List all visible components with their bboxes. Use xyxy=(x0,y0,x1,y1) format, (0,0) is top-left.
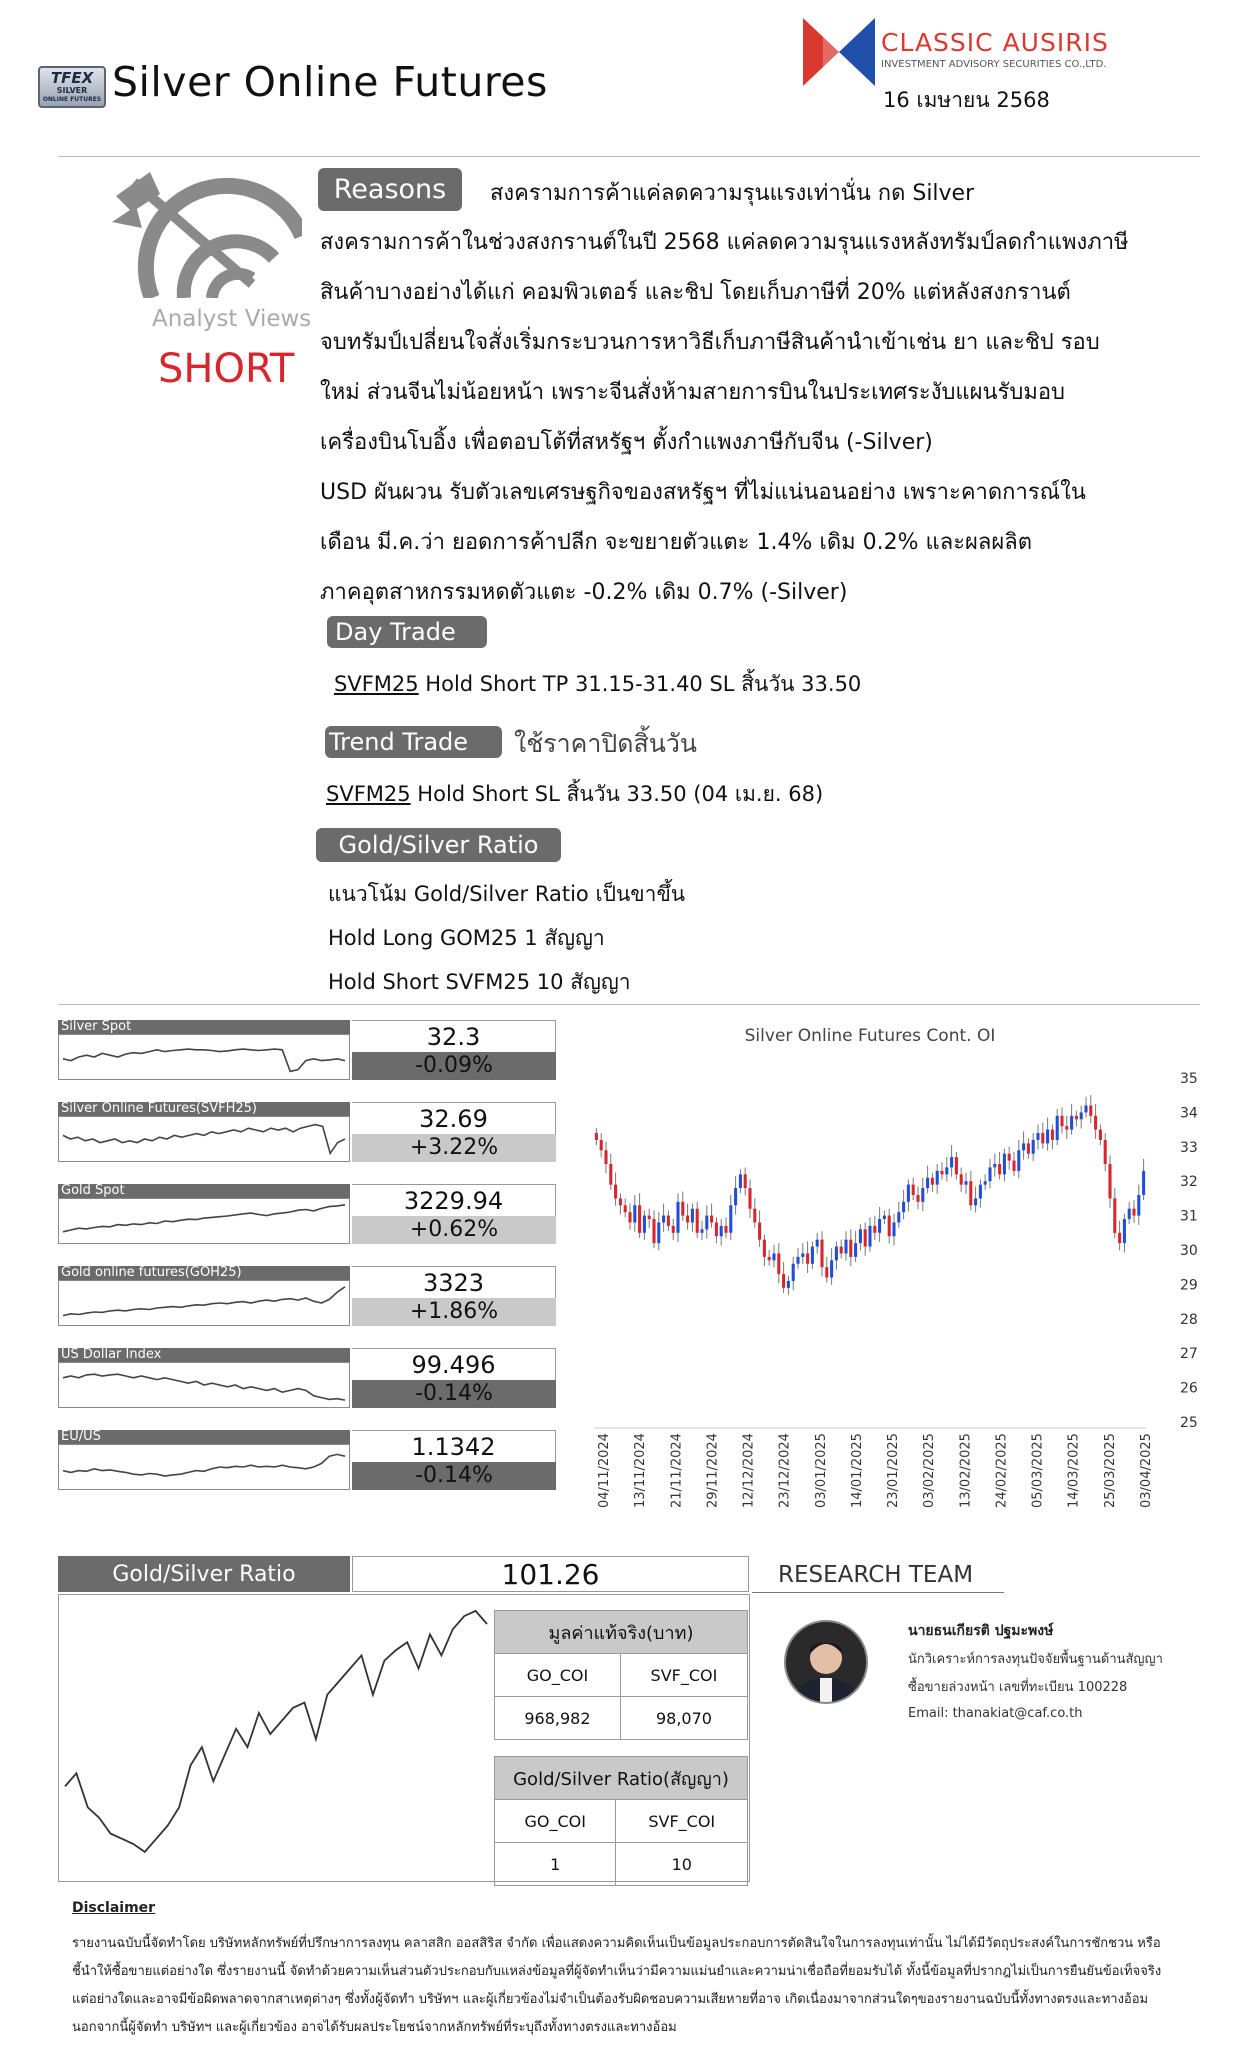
ratio-line: แนวโน้ม Gold/Silver Ratio เป็นขาขึ้น xyxy=(328,882,686,906)
candle-body xyxy=(614,1185,617,1199)
candle-body xyxy=(595,1133,598,1140)
candle-body xyxy=(835,1247,838,1261)
ratio-line: Hold Short SVFM25 10 สัญญา xyxy=(328,970,631,994)
candle-body xyxy=(907,1185,910,1202)
market-sparkline-frame xyxy=(58,1034,350,1080)
candle-body xyxy=(1056,1116,1059,1140)
report-date: 16 เมษายน 2568 xyxy=(883,88,1050,112)
ratio-table-title: Gold/Silver Ratio(สัญญา) xyxy=(495,1757,748,1800)
candle-body xyxy=(672,1226,675,1233)
table-cell: 968,982 xyxy=(495,1697,621,1740)
market-sparkline-frame xyxy=(58,1444,350,1490)
analyst-email: Email: thanakiat@caf.co.th xyxy=(908,1706,1083,1721)
x-tick-label: 23/01/2025 xyxy=(886,1433,902,1508)
trend-trade-label: Trend Trade xyxy=(325,726,502,758)
candle-body xyxy=(648,1216,651,1219)
candle-body xyxy=(720,1226,723,1236)
candle-body xyxy=(868,1226,871,1247)
candle-body xyxy=(912,1185,915,1195)
ratio-table-wrap xyxy=(494,1756,748,1886)
candle-body xyxy=(892,1222,895,1236)
analyst-name: นายธนเกียรติ ปฐมะพงษ์ xyxy=(908,1623,1054,1639)
candle-body xyxy=(1108,1164,1111,1198)
market-name: Gold Spot xyxy=(58,1184,350,1198)
target-arrow-icon xyxy=(112,166,302,298)
candle-body xyxy=(859,1229,862,1243)
table-cell: 98,070 xyxy=(620,1697,747,1740)
market-sparkline xyxy=(59,1445,349,1489)
reasons-line: สินค้าบางอย่างได้แก่ คอมพิวเตอร์ และชิป โดยเก็บภาษีที่ 20% แต่หลังสงกรานต์ xyxy=(320,280,1071,305)
broker-logo-icon xyxy=(803,18,875,86)
table-cell: 1 xyxy=(495,1843,616,1886)
real-value-title: มูลค่าแท้จริง(บาท) xyxy=(495,1611,748,1654)
candle-body xyxy=(1104,1140,1107,1164)
gold-silver-ratio-label: Gold/Silver Ratio xyxy=(316,828,561,862)
day-trade-line xyxy=(334,668,861,701)
ratio-sparkline-path xyxy=(65,1611,487,1852)
candle-body xyxy=(811,1247,814,1264)
page-title: Silver Online Futures xyxy=(112,58,548,106)
candle-body xyxy=(1137,1195,1140,1216)
market-change: +0.62% xyxy=(352,1216,556,1244)
table-cell: 10 xyxy=(616,1843,748,1886)
y-tick-label: 26 xyxy=(1180,1380,1198,1397)
analyst-view: SHORT xyxy=(158,346,295,392)
trend-trade-line xyxy=(326,778,823,811)
candle-body xyxy=(638,1205,641,1233)
broker-subtitle: INVESTMENT ADVISORY SECURITIES CO.,LTD. xyxy=(881,59,1107,70)
research-team-label: RESEARCH TEAM xyxy=(778,1562,974,1588)
candle-body xyxy=(1017,1150,1020,1171)
oi-chart-panel xyxy=(590,1018,1210,1538)
trend-trade-note: ใช้ราคาปิดสิ้นวัน xyxy=(514,729,697,758)
candle-body xyxy=(864,1229,867,1246)
candle-body xyxy=(1089,1106,1092,1116)
candle-body xyxy=(1051,1130,1054,1140)
market-name: Silver Spot xyxy=(58,1020,350,1034)
market-value: 32.69 xyxy=(352,1102,556,1134)
y-tick-label: 33 xyxy=(1180,1139,1198,1156)
x-tick-label: 13/02/2025 xyxy=(958,1433,974,1508)
candle-body xyxy=(964,1181,967,1184)
divider xyxy=(58,1004,1200,1005)
x-tick-label: 05/03/2025 xyxy=(1030,1433,1046,1508)
candle-body xyxy=(758,1222,761,1239)
x-tick-label: 03/01/2025 xyxy=(813,1433,829,1508)
reasons-line: สงครามการค้าในช่วงสงกรานต์ในปี 2568 แค่ลดความรุนแรงหลังทรัมป์ลดกำแพงภาษี xyxy=(320,230,1129,255)
candle-body xyxy=(1080,1112,1083,1119)
candle-body xyxy=(710,1216,713,1223)
ratio-line: Hold Long GOM25 1 สัญญา xyxy=(328,926,605,950)
candle-body xyxy=(897,1212,900,1222)
candle-body xyxy=(604,1150,607,1164)
y-tick-label: 30 xyxy=(1180,1243,1198,1259)
reasons-line: ภาคอุตสาหกรรมหดตัวแตะ -0.2% เดิม 0.7% (-Silver) xyxy=(320,580,848,605)
candle-body xyxy=(830,1260,833,1277)
candle-body xyxy=(816,1240,819,1247)
candle-body xyxy=(667,1216,670,1226)
sparkline-path xyxy=(63,1374,345,1400)
sparkline-path xyxy=(63,1049,345,1071)
market-sparkline xyxy=(59,1281,349,1325)
reasons-line: จบทรัมป์เปลี่ยนใจสั่งเริ่มกระบวนการหาวิธีเก็บภาษีสินค้านำเข้าเช่น ยา และชิป รอบ xyxy=(320,330,1100,355)
disclaimer-line: ชี้นำให้ซื้อขายแต่อย่างใด ซึ่งรายงานนี้ จัดทำด้วยความเห็นส่วนตัวประกอบกับแหล่งข้อมูลที่ผู้จัดทำเห็นว่ามีความแม่นยำและความน่าเชื่อถือที่ยอมรับได้ ทั้งนี้ข้อมูลที่ปรากฎไม่เป็นการยืนยันข้อเท็จจริง xyxy=(72,1964,1162,1979)
candle-body xyxy=(624,1205,627,1212)
candle-body xyxy=(1094,1116,1097,1130)
candle-body xyxy=(1132,1209,1135,1216)
ratio-panel-label-text: Gold/Silver Ratio xyxy=(112,1561,296,1587)
x-tick-label: 03/02/2025 xyxy=(922,1433,938,1508)
candle-body xyxy=(1003,1154,1006,1175)
candle-body xyxy=(936,1171,939,1185)
day-trade-text: Hold Short TP 31.15-31.40 SL สิ้นวัน 33.50 xyxy=(418,672,862,696)
candle-body xyxy=(1041,1133,1044,1143)
candle-body xyxy=(1032,1140,1035,1154)
candle-body xyxy=(844,1240,847,1254)
candle-body xyxy=(700,1229,703,1232)
x-tick-label: 14/01/2025 xyxy=(849,1433,865,1508)
candle-body xyxy=(763,1240,766,1257)
candle-body xyxy=(1128,1209,1131,1219)
candle-body xyxy=(1060,1116,1063,1126)
ratio-panel-value: 101.26 xyxy=(352,1556,749,1592)
candle-body xyxy=(619,1198,622,1205)
candle-body xyxy=(1099,1130,1102,1140)
candle-body xyxy=(681,1202,684,1216)
x-tick-label: 29/11/2024 xyxy=(705,1433,721,1508)
candle-body xyxy=(1065,1126,1068,1129)
table-header: GO_COI xyxy=(495,1800,616,1843)
candle-body xyxy=(825,1267,828,1277)
market-change: -0.14% xyxy=(352,1462,556,1490)
table-header: SVF_COI xyxy=(620,1654,747,1697)
candle-body xyxy=(652,1219,655,1243)
market-value: 1.1342 xyxy=(352,1430,556,1462)
market-change: -0.14% xyxy=(352,1380,556,1408)
analyst-views-label: Analyst Views xyxy=(152,306,312,332)
market-sparkline-frame xyxy=(58,1198,350,1244)
candle-body xyxy=(820,1240,823,1268)
candle-body xyxy=(657,1222,660,1243)
candle-body xyxy=(796,1257,799,1264)
sparkline-path xyxy=(63,1287,345,1316)
divider xyxy=(752,1592,1004,1593)
candle-body xyxy=(1084,1106,1087,1113)
market-change: +3.22% xyxy=(352,1134,556,1162)
candle-body xyxy=(854,1243,857,1257)
candle-body xyxy=(916,1195,919,1202)
candle-body xyxy=(931,1178,934,1185)
candle-body xyxy=(950,1157,953,1167)
candle-body xyxy=(787,1281,790,1288)
sparkline-path xyxy=(63,1205,345,1232)
chart-title: Silver Online Futures Cont. OI xyxy=(744,1026,996,1046)
candle-body xyxy=(643,1216,646,1233)
y-tick-label: 35 xyxy=(1180,1071,1198,1087)
y-tick-label: 25 xyxy=(1180,1415,1198,1431)
reasons-body xyxy=(320,224,1129,624)
market-name: EU/US xyxy=(58,1430,350,1444)
candle-body xyxy=(691,1209,694,1223)
sparkline-path xyxy=(63,1454,345,1476)
candle-body xyxy=(1118,1233,1121,1243)
candle-body xyxy=(998,1164,1001,1174)
candle-body xyxy=(940,1171,943,1174)
candle-body xyxy=(739,1174,742,1188)
candle-body xyxy=(676,1202,679,1233)
market-sparkline xyxy=(59,1363,349,1407)
disclaimer-line: รายงานฉบับนี้จัดทำโดย บริษัทหลักทรัพย์ที่ปรึกษาการลงทุน คลาสสิก ออสสิริส จำกัด เพื่อแสดงความคิดเห็นเป็นข้อมูลประกอบการตัดสินใจในการลงทุนเท่านั้น ไม่ได้มีวัตถุประสงค์ในการชักชวน หรือ xyxy=(72,1936,1161,1951)
candle-body xyxy=(993,1164,996,1167)
candle-body xyxy=(662,1216,665,1223)
candle-body xyxy=(974,1198,977,1205)
market-sparkline xyxy=(59,1117,349,1161)
market-change: -0.09% xyxy=(352,1052,556,1080)
reasons-headline: สงครามการค้าแค่ลดความรุนแรงเท่านั่น กด Silver xyxy=(490,181,975,206)
candle-body xyxy=(1142,1171,1145,1195)
gold-silver-ratio-lines xyxy=(328,878,685,1010)
candle-body xyxy=(1123,1219,1126,1243)
candle-body xyxy=(748,1188,751,1209)
candle-body xyxy=(705,1216,708,1230)
candle-body xyxy=(753,1209,756,1223)
reasons-line: ใหม่ ส่วนจีนไม่น้อยหน้า เพราะจีนสั่งห้ามสายการบินในประเทศระงับแผนรับมอบ xyxy=(320,380,1065,405)
candle-body xyxy=(878,1219,881,1233)
market-value: 99.496 xyxy=(352,1348,556,1380)
broker-name: CLASSIC AUSIRIS xyxy=(881,28,1109,57)
market-name: Gold online futures(GOH25) xyxy=(58,1266,350,1280)
divider xyxy=(58,156,1200,157)
x-tick-label: 24/02/2025 xyxy=(994,1433,1010,1508)
table-header: SVF_COI xyxy=(616,1800,748,1843)
candle-body xyxy=(1036,1133,1039,1140)
y-tick-label: 32 xyxy=(1180,1174,1198,1191)
candle-body xyxy=(902,1202,905,1212)
candle-body xyxy=(1012,1161,1015,1171)
x-tick-label: 03/04/2025 xyxy=(1139,1433,1154,1508)
market-value: 32.3 xyxy=(352,1020,556,1052)
candle-body xyxy=(1027,1143,1030,1153)
x-tick-label: 25/03/2025 xyxy=(1102,1433,1118,1508)
candle-body xyxy=(686,1216,689,1223)
candle-body xyxy=(883,1216,886,1219)
reasons-line: เดือน มี.ค.ว่า ยอดการค้าปลีก จะขยายตัวแตะ 1.4% เดิม 0.2% และผลผลิต xyxy=(320,530,1033,555)
candle-body xyxy=(979,1185,982,1199)
y-tick-label: 34 xyxy=(1180,1105,1198,1122)
candle-body xyxy=(696,1209,699,1233)
candle-body xyxy=(744,1174,747,1188)
logo-text: SILVER xyxy=(56,85,88,95)
candle-body xyxy=(945,1167,948,1174)
reasons-line: USD ผันผวน รับตัวเลขเศรษฐกิจของสหรัฐฯ ที่ไม่แน่นอนอย่าง เพราะคาดการณ์ใน xyxy=(320,480,1086,505)
day-trade-label: Day Trade xyxy=(327,616,487,648)
table-header: GO_COI xyxy=(495,1654,621,1697)
candle-body xyxy=(782,1274,785,1288)
trend-trade-text: Hold Short SL สิ้นวัน 33.50 (04 เม.ย. 68) xyxy=(410,782,824,806)
disclaimer-label: Disclaimer xyxy=(72,1900,156,1916)
logo-text: ONLINE FUTURES xyxy=(42,95,102,103)
market-change: +1.86% xyxy=(352,1298,556,1326)
x-tick-label: 21/11/2024 xyxy=(669,1433,685,1508)
reasons-label: Reasons xyxy=(318,168,462,211)
y-tick-label: 31 xyxy=(1180,1208,1198,1225)
logo-text: TFEX xyxy=(50,68,94,87)
market-name: Silver Online Futures(SVFH25) xyxy=(58,1102,350,1116)
x-tick-label: 13/11/2024 xyxy=(633,1433,649,1508)
candle-body xyxy=(1046,1130,1049,1144)
candle-body xyxy=(888,1216,891,1237)
candle-body xyxy=(873,1226,876,1233)
candle-body xyxy=(984,1181,987,1184)
candle-body xyxy=(609,1164,612,1185)
y-tick-label: 28 xyxy=(1180,1311,1198,1328)
candle-body xyxy=(1113,1198,1116,1232)
x-tick-label: 04/11/2024 xyxy=(597,1433,612,1508)
candle-body xyxy=(955,1157,958,1174)
tfex-logo xyxy=(38,66,106,108)
candle-body xyxy=(633,1205,636,1222)
y-tick-label: 27 xyxy=(1180,1346,1198,1363)
candle-body xyxy=(628,1212,631,1222)
candle-body xyxy=(960,1174,963,1184)
market-value: 3323 xyxy=(352,1266,556,1298)
market-sparkline-frame xyxy=(58,1280,350,1326)
x-tick-label: 12/12/2024 xyxy=(741,1433,757,1508)
real-value-table-wrap xyxy=(494,1610,748,1740)
candle-body xyxy=(840,1247,843,1254)
day-trade-symbol: SVFM25 xyxy=(334,672,419,696)
candle-body xyxy=(772,1253,775,1260)
trend-trade-symbol: SVFM25 xyxy=(326,782,411,806)
candle-body xyxy=(777,1253,780,1274)
candle-body xyxy=(926,1178,929,1188)
candle-body xyxy=(1070,1116,1073,1130)
market-name: US Dollar Index xyxy=(58,1348,350,1362)
candle-body xyxy=(600,1140,603,1150)
candle-body xyxy=(988,1167,991,1181)
avatar xyxy=(784,1620,868,1704)
x-tick-label: 14/03/2025 xyxy=(1066,1433,1082,1508)
candle-body xyxy=(921,1188,924,1202)
candle-body xyxy=(724,1226,727,1233)
candle-body xyxy=(849,1240,852,1257)
disclaimer-line: แต่อย่างใดและอาจมีข้อผิดพลาดจากสาเหตุต่างๆ ซึ่งทั้งผู้จัดทำ บริษัทฯ และผู้เกี่ยวข้องไม่จำเป็นต้องรับผิดชอบความเสียหายที่อาจ เกิดเนื่องมาจากส่วนใดๆของรายงานฉบับนี้ทั้งทางตรงและทางอ้อม xyxy=(72,1992,1149,2007)
market-sparkline-frame xyxy=(58,1116,350,1162)
market-sparkline-frame xyxy=(58,1362,350,1408)
y-tick-label: 29 xyxy=(1180,1277,1198,1294)
candle-body xyxy=(1008,1154,1011,1161)
candle-body xyxy=(969,1181,972,1205)
candle-body xyxy=(801,1253,804,1256)
market-sparkline xyxy=(59,1035,349,1079)
candle-body xyxy=(715,1222,718,1236)
ratio-panel-label xyxy=(58,1556,350,1592)
candle-chart xyxy=(590,1018,1210,1538)
market-sparkline xyxy=(59,1199,349,1243)
candle-body xyxy=(768,1257,771,1260)
x-tick-label: 23/12/2024 xyxy=(777,1433,793,1508)
analyst-license: ซื้อขายล่วงหน้า เลขที่ทะเบียน 100228 xyxy=(908,1680,1128,1695)
candle-body xyxy=(1075,1116,1078,1119)
sparkline-path xyxy=(63,1125,345,1154)
reasons-line: เครื่องบินโบอิ้ง เพื่อตอบโต้ที่สหรัฐฯ ตั้งกำแพงภาษีกับจีน (-Silver) xyxy=(320,430,933,455)
disclaimer-line: นอกจากนี้ผู้จัดทำ บริษัทฯ และผู้เกี่ยวข้อง อาจได้รับผลประโยชน์จากหลักทรัพย์ที่ระบุถึงทั้งทางตรงและทางอ้อม xyxy=(72,2020,677,2035)
candle-body xyxy=(806,1253,809,1263)
candle-body xyxy=(729,1205,732,1233)
candle-body xyxy=(792,1264,795,1281)
candle-body xyxy=(1022,1143,1025,1150)
analyst-role: นักวิเคราะห์การลงทุนปัจจัยพื้นฐานด้านสัญญา xyxy=(908,1652,1163,1667)
market-value: 3229.94 xyxy=(352,1184,556,1216)
candle-body xyxy=(734,1188,737,1205)
